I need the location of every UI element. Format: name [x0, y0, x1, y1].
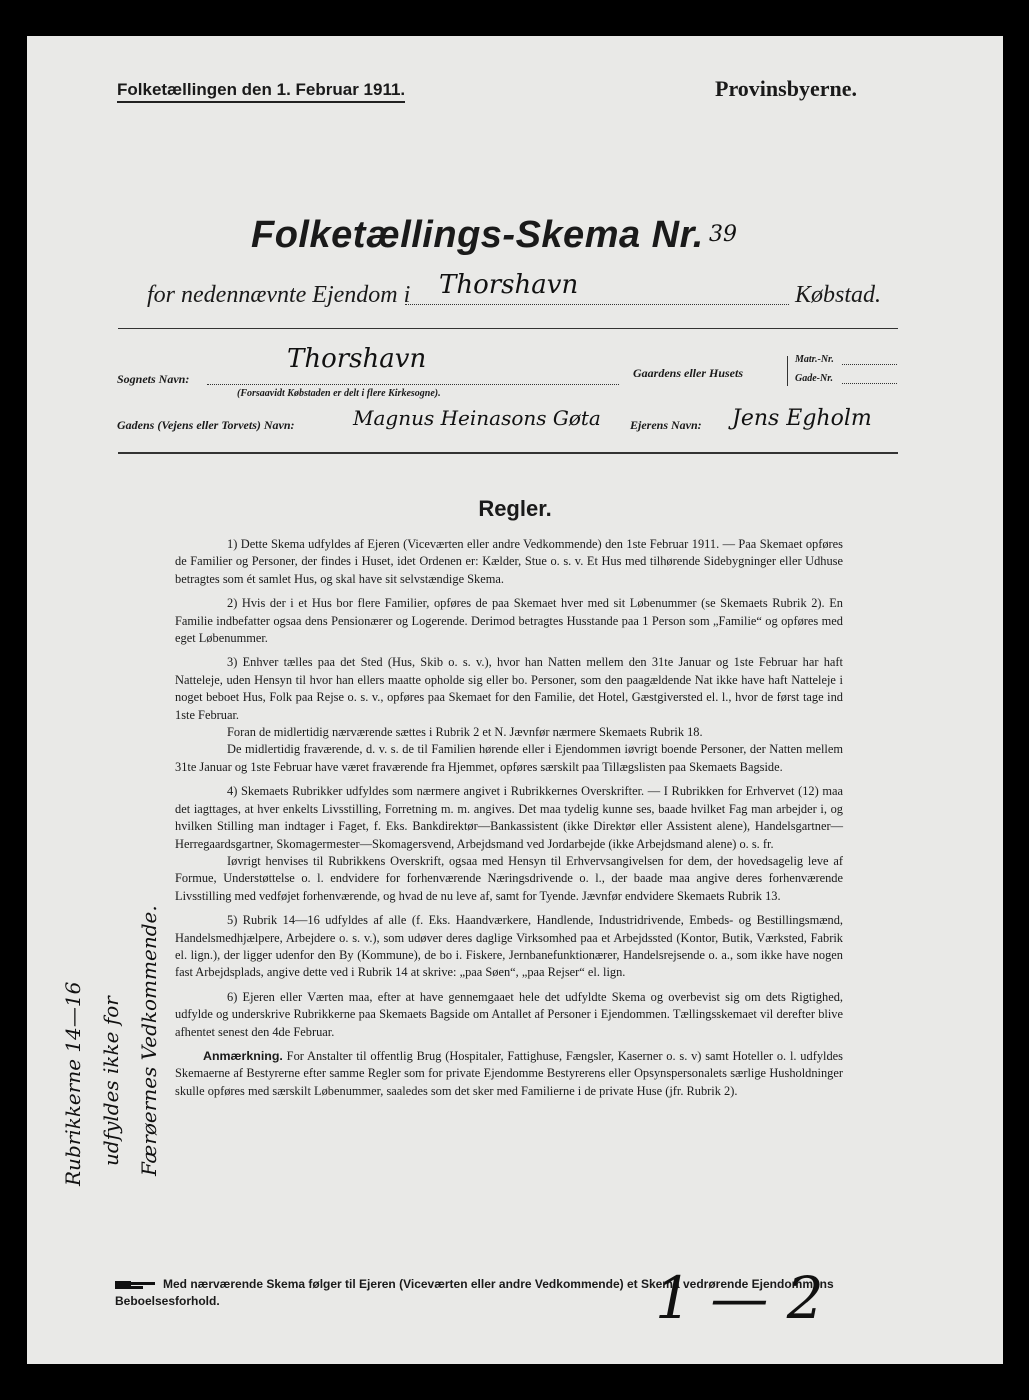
tally-mark: 1 — 2 — [655, 1264, 824, 1332]
owner-value: Jens Egholm — [732, 406, 872, 431]
divider-top — [118, 328, 898, 329]
street-value: Magnus Heinasons Gøta — [353, 406, 601, 430]
street-label: Gadens (Vejens eller Torvets) Navn: — [117, 418, 295, 432]
note-label: Anmærkning. — [203, 1048, 283, 1063]
rule-4-iovrigt: Iøvrigt henvises til Rubrikkens Overskrift, ogsaa med Hensyn til Erhvervsangivelsen for dem, der hovedsagelig leve af Formue, Understøttelse o. l. endvidere for forhenværende Næringsdrivende o. l., der baade maa angive deres forhenværende Livsstilling med vedføjet forhenværende, og hvad de nu leve af, samt for Tyende. Jævnfør endvidere Skemaets Rubrik 13. — [175, 853, 843, 903]
divider-bottom — [118, 452, 898, 454]
parish-note: (Forsaavidt Købstaden er delt i flere Kirkesogne). — [237, 388, 441, 399]
rule-5: 5) Rubrik 14—16 udfyldes af alle (f. Eks. Haandværkere, Handlende, Industridrivende, Embeds- og Bestillingsmænd, Handelsmedhjælpere, Arbejdere o. s. v.), som udøver deres daglige Virksomhed paa et Arbejdssted (Kontor, Butik, Værksted, Fabrik el. lign.), der ligger udenfor den By (Kommune), de bo i. Fiskere, Jernbanefunktionærer, Handelsrejsende o. a., som ikke have nogen fast Arbejdsplads, angive dette ved i Rubrik 14 at skrive: „paa Søen“, „paa Rejser“ el. lign. — [175, 913, 843, 980]
side-note-3: Færøernes Vedkommende. — [137, 905, 161, 1176]
gade-line — [842, 373, 897, 384]
property-prefix: for nedennævnte Ejendom i — [147, 282, 411, 308]
farm-label: Gaardens eller Husets — [633, 366, 744, 380]
census-form-page — [27, 36, 1003, 1364]
note-paragraph — [175, 1048, 843, 1100]
province-header: Provinsbyerne. — [715, 76, 857, 101]
side-note-2: udfyldes ikke for — [99, 996, 123, 1166]
rule-3-foran: Foran de midlertidig nærværende sættes i Rubrik 2 et N. Jævnfør nærmere Skemaets Rubrik 18. — [227, 725, 703, 740]
rule-3-fravaerende: De midlertidig fraværende, d. v. s. de til Familien hørende eller i Ejendommen iøvrigt boende Personer, der Natten mellem 31te Januar og 1ste Februar have været fraværende fra Hjemmet, opføres særskilt paa Tillægslisten paa Skemaets Bagside. — [175, 742, 843, 774]
form-title: Folketællings-Skema Nr. — [251, 214, 704, 256]
rule-1: 1) Dette Skema udfyldes af Ejeren (Viceværten eller andre Vedkommende) den 1ste Februar 1911. — Paa Skemaet opføres de Familier og Personer, der findes i Huset, idet Ordenen er: Kælder, Stue o. s. v. Et Hus med tilhørende Sidebygninger eller Udhuse betragtes som ét samlet Hus, og skal have sit selvstændige Skema. — [175, 537, 843, 586]
rules-heading: Regler. — [478, 496, 552, 521]
property-town: Thorshavn — [439, 270, 579, 300]
rules-body — [175, 536, 843, 1107]
rule-3: 3) Enhver tælles paa det Sted (Hus, Skib o. s. v.), hvor han Natten mellem den 31te Januar og 1ste Februar har haft Natteleje, uden Hensyn til hvor han ellers maatte opholde sig eller bo. Personer, som den paagældende Nat ikke have haft Natteleje i noget beboet Hus, Folk paa Rejse o. s. v., opføres paa Skemaet for den Familie, det Hotel, Gæstgiversted el. l., hvor de først tage ind 1ste Februar. — [175, 655, 843, 722]
parish-value: Thorshavn — [287, 344, 427, 374]
farm-gade: Gade-Nr. — [795, 373, 834, 384]
farm-matr: Matr.-Nr. — [795, 354, 834, 365]
property-suffix: Købstad. — [795, 282, 882, 308]
owner-label: Ejerens Navn: — [630, 418, 702, 432]
matr-line — [842, 354, 897, 365]
note-text: For Anstalter til offentlig Brug (Hospitaler, Fattighuse, Fængsler, Kaserner o. s. v) samt Hoteller o. l. udfyldes Skemaerne af Bestyrerne efter samme Regler som for private Ejendomme Bestyrerens eller Opsynspersonalets særlige Husholdninger skulle opføres med særskilt Løbenummer, saaledes som det sker med Familierne i de private Huse (jfr. Rubrik 2). — [175, 1048, 843, 1098]
pointing-hand-icon — [115, 1279, 159, 1290]
rule-4: 4) Skemaets Rubrikker udfyldes som nærmere angivet i Rubrikkernes Overskrifter. — I Rubrikken for Erhvervet (12) maa det iagttages, at hver enkelts Livsstilling, Forretning m. m. angives. Det maa tydelig kunne ses, baade hvilket Fag man arbejder i, og hvilken Stilling man indtager i Faget, f. Eks. Bankdirektør—Bankassistent (ikke Direktør eller Assistent alene), Handelsgartner—Herregaardsgartner, Skomagermester—Skomagersvend, Arbejdsmand ved Jordarbejde (ikke Arbejdsmand alene) o. s. fr. — [175, 784, 843, 851]
form-number: 39 — [709, 222, 737, 247]
census-date-header: Folketællingen den 1. Februar 1911. — [117, 80, 405, 103]
side-note-1: Rubrikkerne 14—16 — [61, 981, 85, 1186]
parish-label: Sognets Navn: — [117, 372, 190, 386]
rule-6: 6) Ejeren eller Værten maa, efter at have gennemgaaet hele det udfyldte Skema og overbevist sig om dets Rigtighed, udfylde og underskrive Rubrikkerne paa Skemaets Bagside om Antallet af Personer i Ejendommen. Tællingsskemaet vil derefter blive afhentet senest den 4de Februar. — [175, 989, 843, 1039]
farm-bracket — [787, 356, 789, 386]
rule-2: 2) Hvis der i et Hus bor flere Familier, opføres de paa Skemaet hver med sit Løbenummer (se Skemaets Rubrik 2). En Familie indbefatter ogsaa dens Pensionærer og Logerende. Derimod betragtes Husstande paa 1 Person som „Familie“ og opføres med eget Løbenummer. — [175, 596, 843, 646]
footer-text: Med nærværende Skema følger til Ejeren (Viceværten eller andre Vedkommende) et Skema vedrørende Ejendommens Beboelsesforhold. — [115, 1277, 834, 1308]
